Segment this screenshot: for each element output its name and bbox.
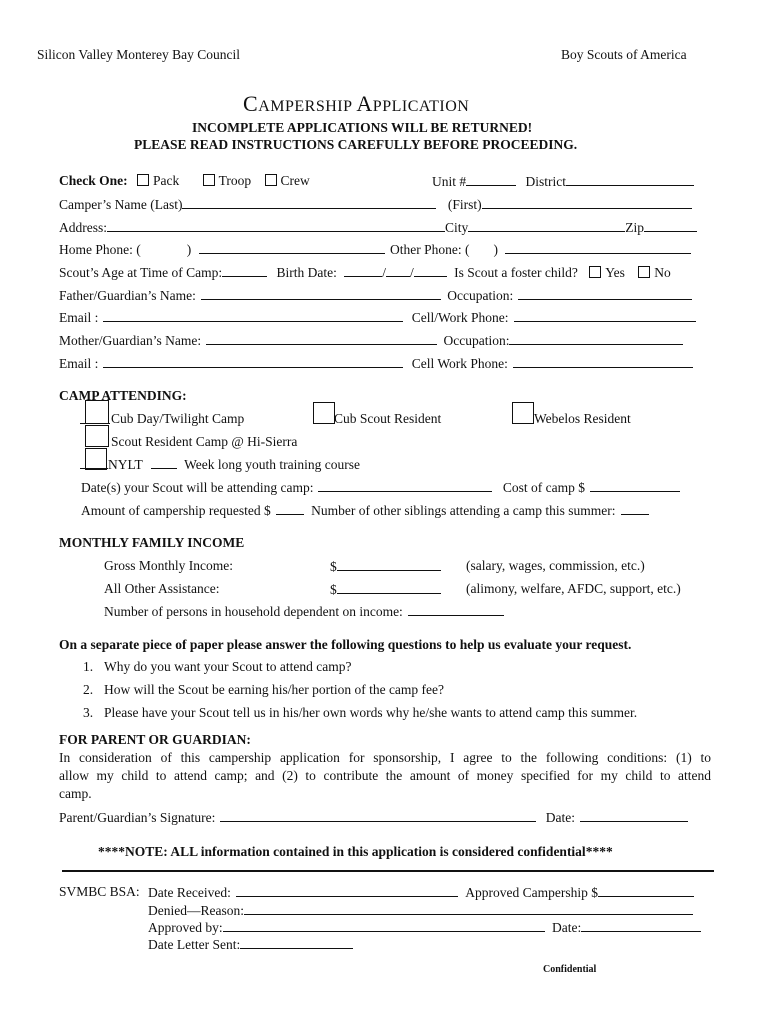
father-email-input[interactable] <box>103 308 403 322</box>
camp-cost-input[interactable] <box>590 478 680 492</box>
persons-row: Number of persons in household dependent on income: <box>104 602 504 621</box>
agreement-line-3: camp. <box>59 786 92 801</box>
signature-input[interactable] <box>220 808 536 822</box>
birth-day-input[interactable] <box>386 263 410 277</box>
nylt-line <box>80 468 108 469</box>
home-phone-input[interactable] <box>199 240 385 254</box>
question-1: Why do you want your Scout to attend camp? <box>104 659 352 674</box>
troop-label: Troop <box>218 173 252 188</box>
date-received-row: Date Received: Approved Campership $ <box>148 883 694 902</box>
other-phone-input[interactable] <box>505 240 691 254</box>
webelos-label: Webelos Resident <box>534 411 631 426</box>
address-input[interactable] <box>107 218 445 232</box>
agreement-line-2: allow my child to attend camp; and (2) to contribute the amount of money specified for my child to attend <box>59 768 711 783</box>
crew-label: Crew <box>280 173 310 188</box>
nylt-input[interactable] <box>151 455 177 469</box>
persons-input[interactable] <box>408 602 504 616</box>
mother-email-input[interactable] <box>103 354 403 368</box>
scout-resident-label: Scout Resident Camp @ Hi-Sierra <box>111 434 298 449</box>
father-cell-input[interactable] <box>514 308 696 322</box>
amount-input[interactable] <box>276 501 304 515</box>
district-input[interactable] <box>566 172 694 186</box>
cub-resident-checkbox[interactable] <box>313 402 335 424</box>
camper-name-row: Camper’s Name (Last) (First) <box>59 195 692 214</box>
check-one-row: Check One: Pack Troop Crew <box>59 173 310 188</box>
other-assistance-note: (alimony, welfare, AFDC, support, etc.) <box>466 581 681 596</box>
mother-name-input[interactable] <box>206 331 437 345</box>
mother-email-row: Email : Cell Work Phone: <box>59 354 693 373</box>
other-assistance-field: $ <box>330 580 441 599</box>
first-name-input[interactable] <box>482 195 692 209</box>
camp-attending-heading: CAMP ATTENDING: <box>59 388 187 403</box>
father-occupation-input[interactable] <box>518 286 692 300</box>
mother-row: Mother/Guardian’s Name: Occupation: <box>59 331 683 350</box>
birth-year-input[interactable] <box>414 263 447 277</box>
siblings-input[interactable] <box>621 501 649 515</box>
date-received-input[interactable] <box>236 883 458 897</box>
cub-day-line <box>80 423 110 424</box>
date-letter-row: Date Letter Sent: <box>148 935 353 954</box>
page-title: CAMPERSHIP APPLICATION <box>243 91 470 116</box>
father-name-input[interactable] <box>201 286 441 300</box>
troop-checkbox[interactable] <box>203 174 215 186</box>
pack-checkbox[interactable] <box>137 174 149 186</box>
nylt-checkbox[interactable] <box>85 448 107 470</box>
approved-campership-input[interactable] <box>598 883 694 897</box>
signature-date-input[interactable] <box>580 808 688 822</box>
unit-field: Unit # District <box>432 172 694 191</box>
camp-dates-input[interactable] <box>318 478 492 492</box>
cub-resident-label: Cub Scout Resident <box>334 411 442 426</box>
webelos-checkbox[interactable] <box>512 402 534 424</box>
camp-dates-row: Date(s) your Scout will be attending camp: Cost of camp $ <box>81 478 680 497</box>
footer-confidential: Confidential <box>543 964 597 975</box>
office-label: SVMBC BSA: <box>59 884 140 899</box>
approved-date-input[interactable] <box>581 918 701 932</box>
confidential-note: ****NOTE: ALL information contained in this application is considered confidential**** <box>98 844 613 859</box>
cub-day-checkbox[interactable] <box>85 400 109 424</box>
phone-row: Home Phone: ( ) Other Phone: ( ) <box>59 240 691 259</box>
other-assistance-label: All Other Assistance: <box>104 581 220 596</box>
mother-cell-input[interactable] <box>513 354 693 368</box>
questions-intro: On a separate piece of paper please answer the following questions to help us evaluate your request. <box>59 637 632 652</box>
age-input[interactable] <box>222 263 267 277</box>
question-2-num: 2. <box>83 682 94 697</box>
nylt-row: NYLT Week long youth training course <box>108 457 361 472</box>
gross-income-label: Gross Monthly Income: <box>104 558 233 573</box>
approved-by-row: Approved by: Date: <box>148 918 701 937</box>
denied-reason-input[interactable] <box>244 901 693 915</box>
mother-occupation-input[interactable] <box>509 331 683 345</box>
question-1-num: 1. <box>83 659 94 674</box>
denied-row: Denied—Reason: <box>148 901 693 920</box>
city-input[interactable] <box>468 218 625 232</box>
gross-income-input[interactable] <box>337 557 441 571</box>
birth-month-input[interactable] <box>344 263 382 277</box>
date-letter-input[interactable] <box>240 935 353 949</box>
foster-no-checkbox[interactable] <box>638 266 650 278</box>
address-row: Address: City Zip <box>59 218 697 237</box>
scout-resident-checkbox[interactable] <box>85 425 109 447</box>
question-2: How will the Scout be earning his/her portion of the camp fee? <box>104 682 445 697</box>
cub-day-label: Cub Day/Twilight Camp <box>111 411 245 426</box>
father-row: Father/Guardian’s Name: Occupation: <box>59 286 692 305</box>
question-3: Please have your Scout tell us in his/her own words why he/she wants to attend camp this summer. <box>104 705 638 720</box>
income-heading: MONTHLY FAMILY INCOME <box>59 535 245 550</box>
zip-input[interactable] <box>644 218 697 232</box>
approved-by-input[interactable] <box>223 918 545 932</box>
foster-yes-checkbox[interactable] <box>589 266 601 278</box>
father-email-row: Email : Cell/Work Phone: <box>59 308 696 327</box>
signature-row: Parent/Guardian’s Signature: Date: <box>59 808 688 827</box>
organization-name: Boy Scouts of America <box>561 47 687 62</box>
council-name: Silicon Valley Monterey Bay Council <box>37 47 240 62</box>
warning-incomplete: INCOMPLETE APPLICATIONS WILL BE RETURNED! <box>192 120 533 135</box>
gross-income-note: (salary, wages, commission, etc.) <box>466 558 645 573</box>
parent-heading: FOR PARENT OR GUARDIAN: <box>59 732 251 747</box>
age-row: Scout’s Age at Time of Camp: Birth Date: / / Is Scout a foster child? Yes No <box>59 265 671 280</box>
warning-instructions: PLEASE READ INSTRUCTIONS CAREFULLY BEFORE PROCEEDING. <box>134 137 578 152</box>
last-name-input[interactable] <box>182 195 436 209</box>
pack-label: Pack <box>153 173 180 188</box>
divider <box>62 870 714 872</box>
other-assistance-input[interactable] <box>337 580 441 594</box>
crew-checkbox[interactable] <box>265 174 277 186</box>
campership-amount-row: Amount of campership requested $ Number of other siblings attending a camp this summer: <box>81 501 649 520</box>
agreement-line-1: In consideration of this campership application for sponsorship, I agree to the following conditions: (1) to <box>59 750 711 765</box>
gross-income-field: $ <box>330 557 441 576</box>
question-3-num: 3. <box>83 705 94 720</box>
unit-input[interactable] <box>466 172 516 186</box>
